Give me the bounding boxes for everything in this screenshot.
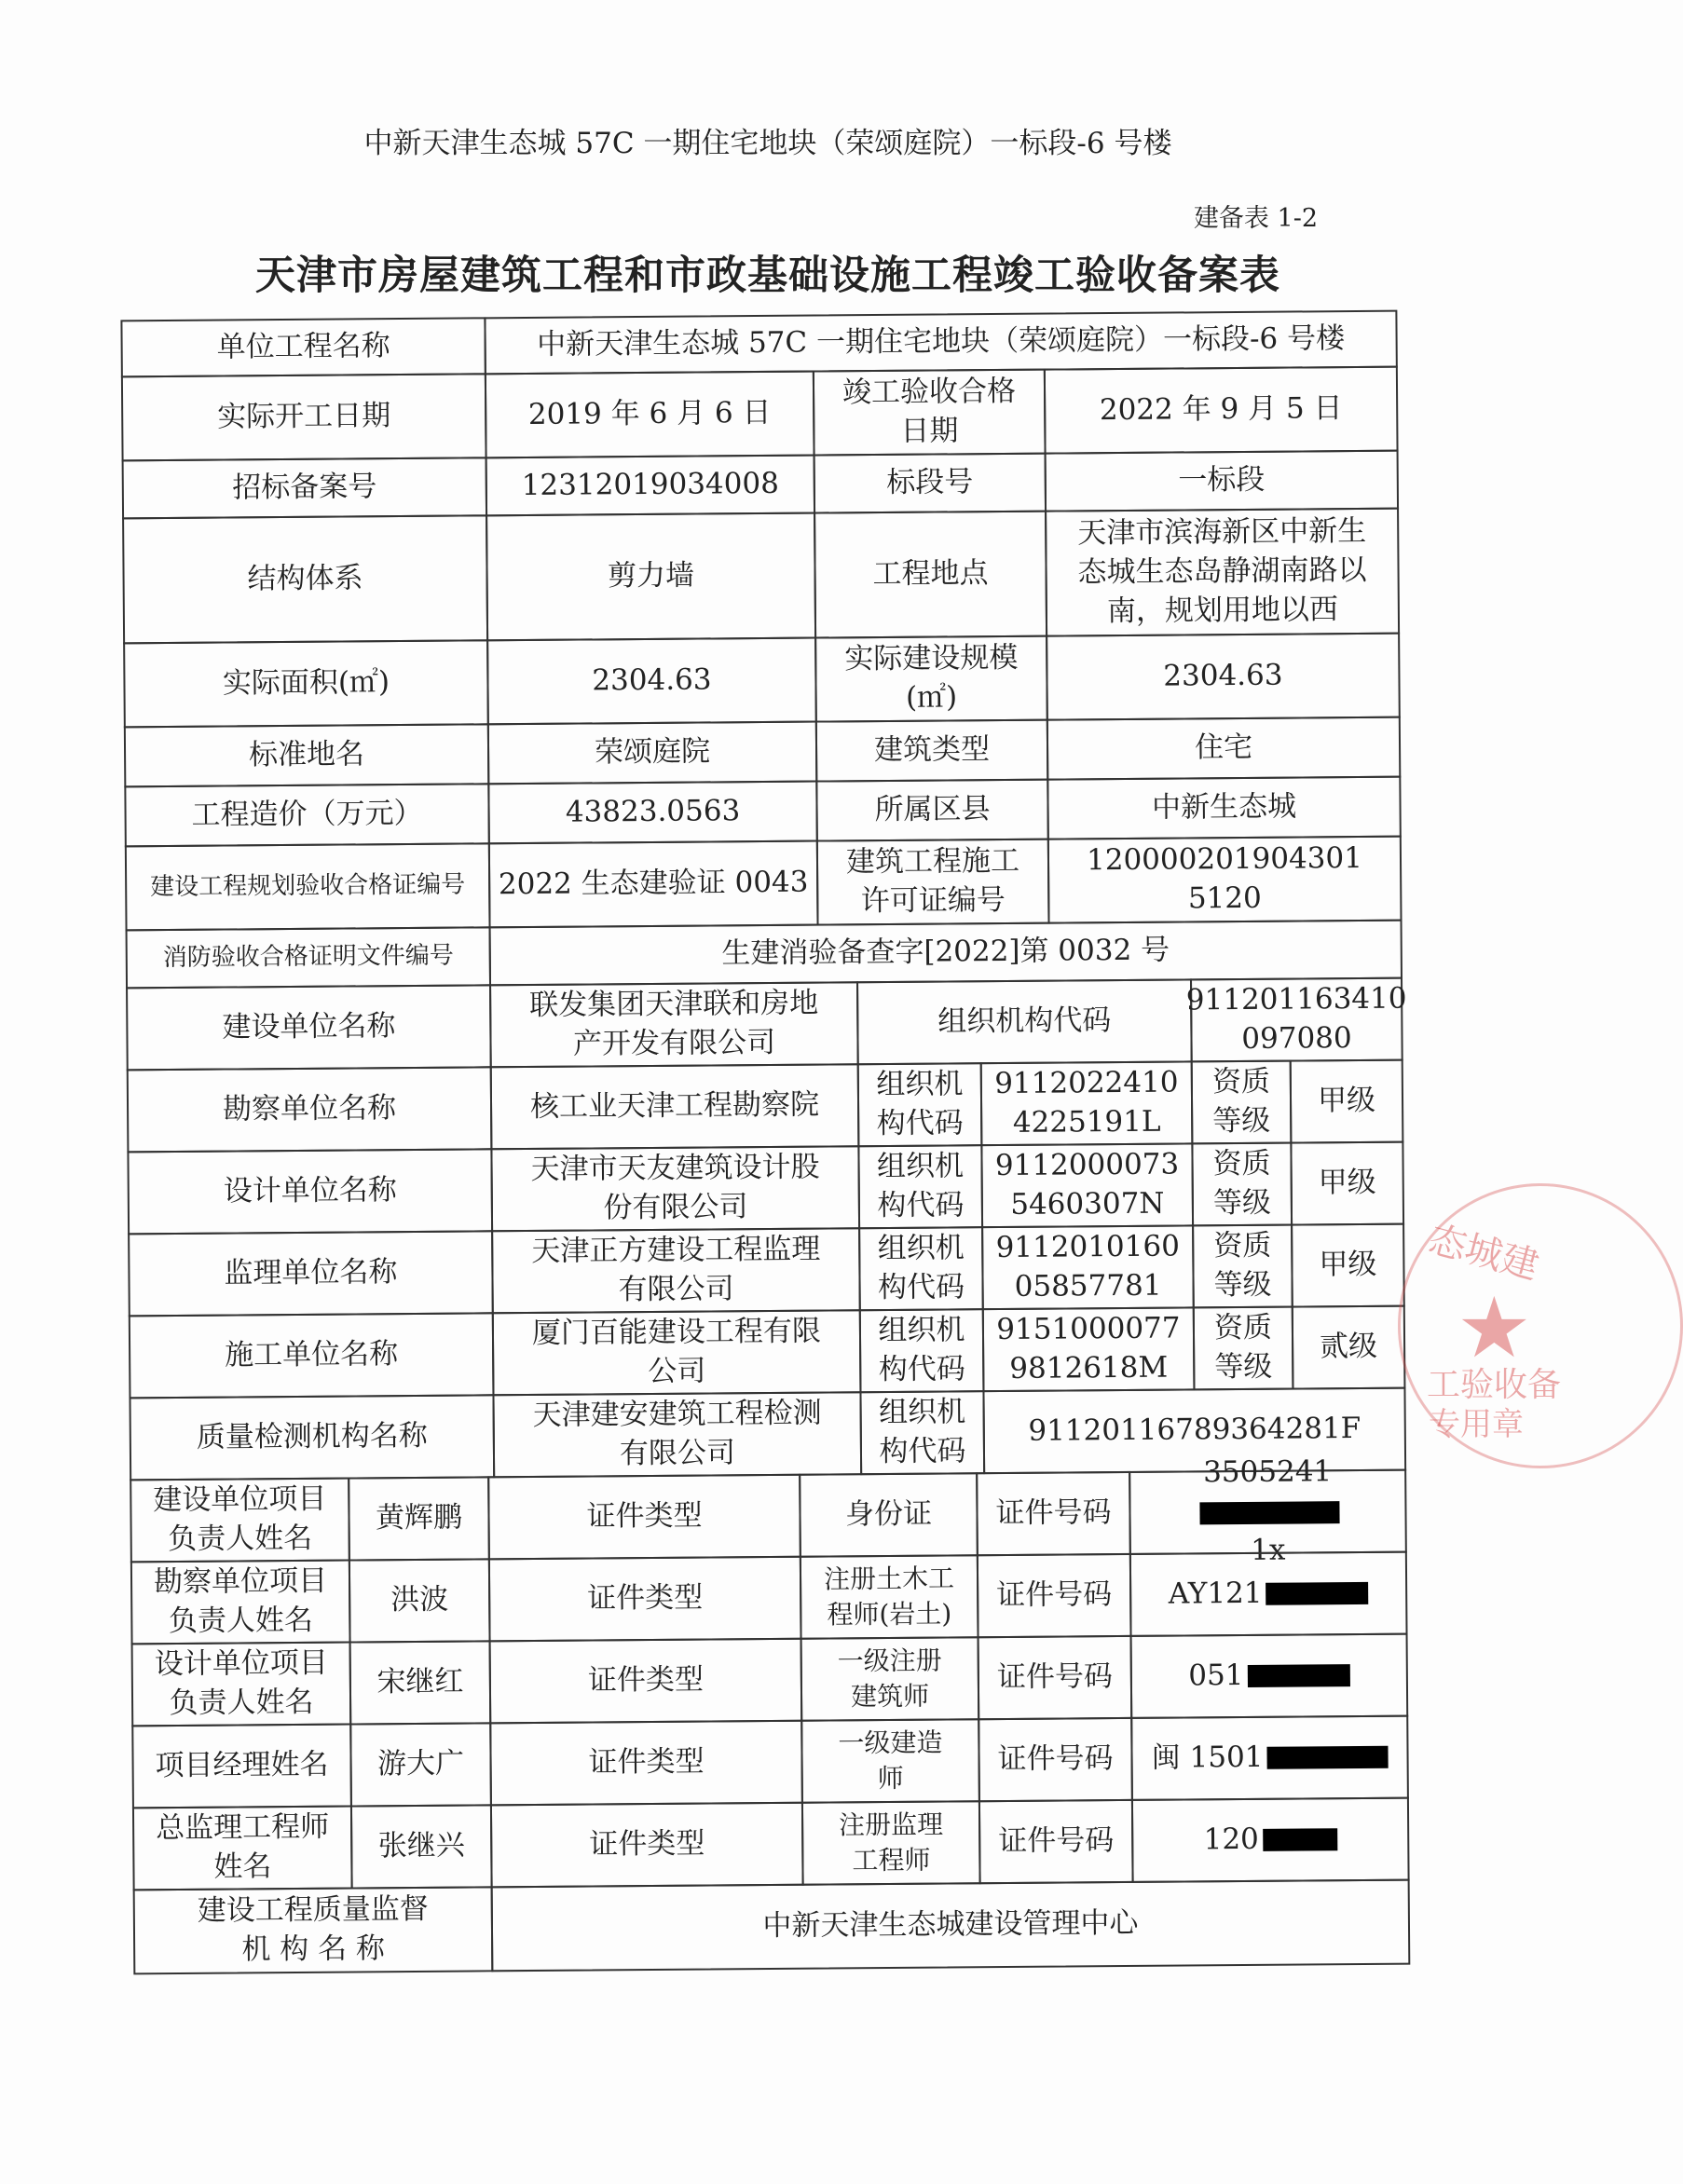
accept-date-value: 2022 年 9 月 5 日 <box>1044 366 1399 455</box>
org-code-value: 91120116789364281F <box>982 1387 1406 1475</box>
unit-label: 设计单位名称 <box>127 1148 493 1235</box>
std-name-value: 荣颂庭院 <box>487 721 818 785</box>
building-type-value: 住宅 <box>1047 717 1402 781</box>
person-role: 设计单位项目 负责人姓名 <box>131 1642 352 1727</box>
org-code-value: 9112000073 5460307N <box>980 1142 1194 1228</box>
cert-no-prefix: 120 <box>1203 1822 1259 1857</box>
cert-type-value: 一级注册 建筑师 <box>800 1636 980 1722</box>
cert-no-suffix: 1x <box>1251 1533 1286 1567</box>
start-date-label: 实际开工日期 <box>121 373 487 461</box>
cert-no-prefix: 3505241 <box>1202 1454 1333 1490</box>
unit-label: 监理单位名称 <box>128 1230 494 1317</box>
unit-name: 联发集团天津联和房地 产开发有限公司 <box>489 981 859 1068</box>
cert-no-value <box>1129 1551 1408 1637</box>
supervision-label: 建设工程质量监督 机 构 名 称 <box>133 1886 494 1974</box>
org-code-label: 组织机构代码 <box>856 978 1193 1065</box>
unit-name: 天津建安建筑工程检测 有限公司 <box>492 1391 862 1478</box>
cert-type-value: 注册监理 工程师 <box>801 1800 981 1886</box>
person-name: 黄辉鹏 <box>348 1476 490 1561</box>
cert-no-label: 证件号码 <box>978 1799 1134 1884</box>
unit-project-value: 中新天津生态城 57C 一期住宅地块（荣颂庭院）一标段-6 号楼 <box>484 310 1397 375</box>
cert-no-label: 证件号码 <box>976 1471 1131 1556</box>
cost-label: 工程造价（万元） <box>124 783 490 847</box>
unit-label: 质量检测机构名称 <box>129 1394 495 1481</box>
scale-label: 实际建设规模 (㎡) <box>814 635 1048 723</box>
qual-value: 贰级 <box>1292 1305 1406 1390</box>
org-code-value: 911201163410 097080 <box>1190 977 1403 1063</box>
redaction-bar <box>1263 1828 1337 1851</box>
section-label: 标段号 <box>814 453 1047 514</box>
redaction-bar <box>1266 1746 1388 1769</box>
org-code-label: 组织机 构代码 <box>859 1308 985 1393</box>
qual-value: 甲级 <box>1290 1141 1404 1226</box>
cert-type-value: 注册土木工 程师(岩土) <box>800 1554 979 1640</box>
form-number: 建备表 1-2 <box>1193 204 1318 233</box>
org-code-label: 组织机 构代码 <box>859 1390 985 1475</box>
redaction-bar <box>1266 1582 1368 1605</box>
star-icon: ★ <box>1457 1279 1532 1377</box>
cert-no-label: 证件号码 <box>978 1635 1133 1720</box>
qual-label: 资质 等级 <box>1191 1060 1293 1145</box>
qual-label: 资质 等级 <box>1193 1306 1294 1391</box>
seal-text: 工验收备 <box>1427 1366 1562 1404</box>
redaction-bar <box>1247 1664 1349 1687</box>
structure-value: 剪力墙 <box>486 512 816 642</box>
org-code-label: 组织机 构代码 <box>857 1144 983 1229</box>
building-type-label: 建筑类型 <box>815 719 1049 783</box>
unit-name: 天津市天友建筑设计股 份有限公司 <box>490 1145 860 1232</box>
accept-date-label: 竣工验收合格 日期 <box>813 369 1047 457</box>
area-value: 2304.63 <box>486 637 817 726</box>
cert-no-prefix: 051 <box>1188 1658 1244 1693</box>
qual-value: 甲级 <box>1290 1059 1404 1144</box>
seal-text: 专用章 <box>1429 1406 1524 1443</box>
person-name: 洪波 <box>349 1558 491 1643</box>
official-seal <box>1398 1183 1683 1468</box>
cert-no-value <box>1130 1633 1409 1719</box>
redaction-bar <box>1199 1501 1339 1524</box>
cert-type-label: 证件类型 <box>488 1556 802 1643</box>
org-code-value: 9151000077 9812618M <box>982 1306 1196 1392</box>
fire-value: 生建消验备查字[2022]第 0032 号 <box>489 920 1402 987</box>
planning-cert-label: 建设工程规划验收合格证编号 <box>125 842 491 931</box>
form-title: 天津市房屋建筑工程和市政基础设施工程竣工验收备案表 <box>255 253 1280 299</box>
cert-type-label: 证件类型 <box>487 1474 801 1561</box>
location-label: 工程地点 <box>814 511 1047 639</box>
unit-name: 厦门百能建设工程有限 公司 <box>492 1309 862 1396</box>
unit-label: 勘察单位名称 <box>127 1066 493 1153</box>
unit-label: 建设单位名称 <box>126 984 492 1071</box>
district-label: 所属区县 <box>815 779 1049 842</box>
tender-no-label: 招标备案号 <box>122 457 487 519</box>
org-code-label: 组织机 构代码 <box>858 1226 984 1311</box>
unit-project-label: 单位工程名称 <box>120 317 486 377</box>
person-role: 建设单位项目 负责人姓名 <box>130 1478 350 1563</box>
person-role: 项目经理姓名 <box>131 1723 352 1809</box>
person-role: 勘察单位项目 负责人姓名 <box>130 1560 351 1645</box>
unit-name: 核工业天津工程勘察院 <box>490 1063 860 1150</box>
structure-label: 结构体系 <box>122 514 488 644</box>
cost-value: 43823.0563 <box>487 781 818 845</box>
cert-no-label: 证件号码 <box>977 1553 1132 1638</box>
district-value: 中新生态城 <box>1047 776 1402 840</box>
cert-no-prefix: AY121 <box>1168 1576 1263 1611</box>
seal-text: 态城建 <box>1424 1218 1544 1289</box>
tender-no-value: 12312019034008 <box>486 455 815 517</box>
org-code-value: 9112010160 05857781 <box>981 1224 1195 1310</box>
fire-label: 消防验收合格证明文件编号 <box>126 926 491 989</box>
location-value: 天津市滨海新区中新生 态城生态岛静湖南路以 南，规划用地以西 <box>1045 508 1400 637</box>
planning-cert-value: 2022 生态建验证 0043 <box>488 840 819 929</box>
cert-type-label: 证件类型 <box>489 1720 803 1807</box>
cert-no-value <box>1130 1715 1409 1801</box>
person-name: 张继兴 <box>350 1804 493 1889</box>
start-date-value: 2019 年 6 月 6 日 <box>485 371 815 459</box>
cert-no-prefix: 闽 1501 <box>1151 1740 1264 1775</box>
qual-label: 资质 等级 <box>1192 1224 1293 1309</box>
permit-label: 建筑工程施工 许可证编号 <box>816 839 1050 926</box>
supervision-value: 中新天津生态城建设管理中心 <box>491 1879 1411 1972</box>
std-name-label: 标准地名 <box>124 723 490 787</box>
org-code-label: 组织机 构代码 <box>857 1062 983 1147</box>
area-label: 实际面积(㎡) <box>123 639 489 728</box>
cert-no-value <box>1131 1797 1410 1883</box>
unit-label: 施工单位名称 <box>129 1312 495 1399</box>
cert-type-value: 身份证 <box>799 1472 978 1558</box>
qual-label: 资质 等级 <box>1191 1142 1293 1227</box>
org-code-value: 9112022410 4225191L <box>980 1060 1194 1146</box>
qual-value: 甲级 <box>1291 1223 1405 1308</box>
cert-type-label: 证件类型 <box>490 1802 804 1889</box>
person-name: 宋继红 <box>349 1640 492 1725</box>
unit-name: 天津正方建设工程监理 有限公司 <box>491 1227 861 1314</box>
person-role: 总监理工程师 姓名 <box>132 1805 353 1891</box>
cert-no-value <box>1129 1454 1407 1567</box>
scale-value: 2304.63 <box>1046 633 1401 721</box>
cert-type-value: 一级建造 师 <box>800 1718 980 1804</box>
cert-no-label: 证件号码 <box>978 1717 1133 1802</box>
section-value: 一标段 <box>1045 450 1399 512</box>
person-name: 游大广 <box>349 1722 492 1807</box>
cert-type-label: 证件类型 <box>489 1638 803 1725</box>
permit-value: 120000201904301 5120 <box>1047 836 1402 924</box>
document-header: 中新天津生态城 57C 一期住宅地块（荣颂庭院）一标段-6 号楼 <box>363 127 1172 160</box>
